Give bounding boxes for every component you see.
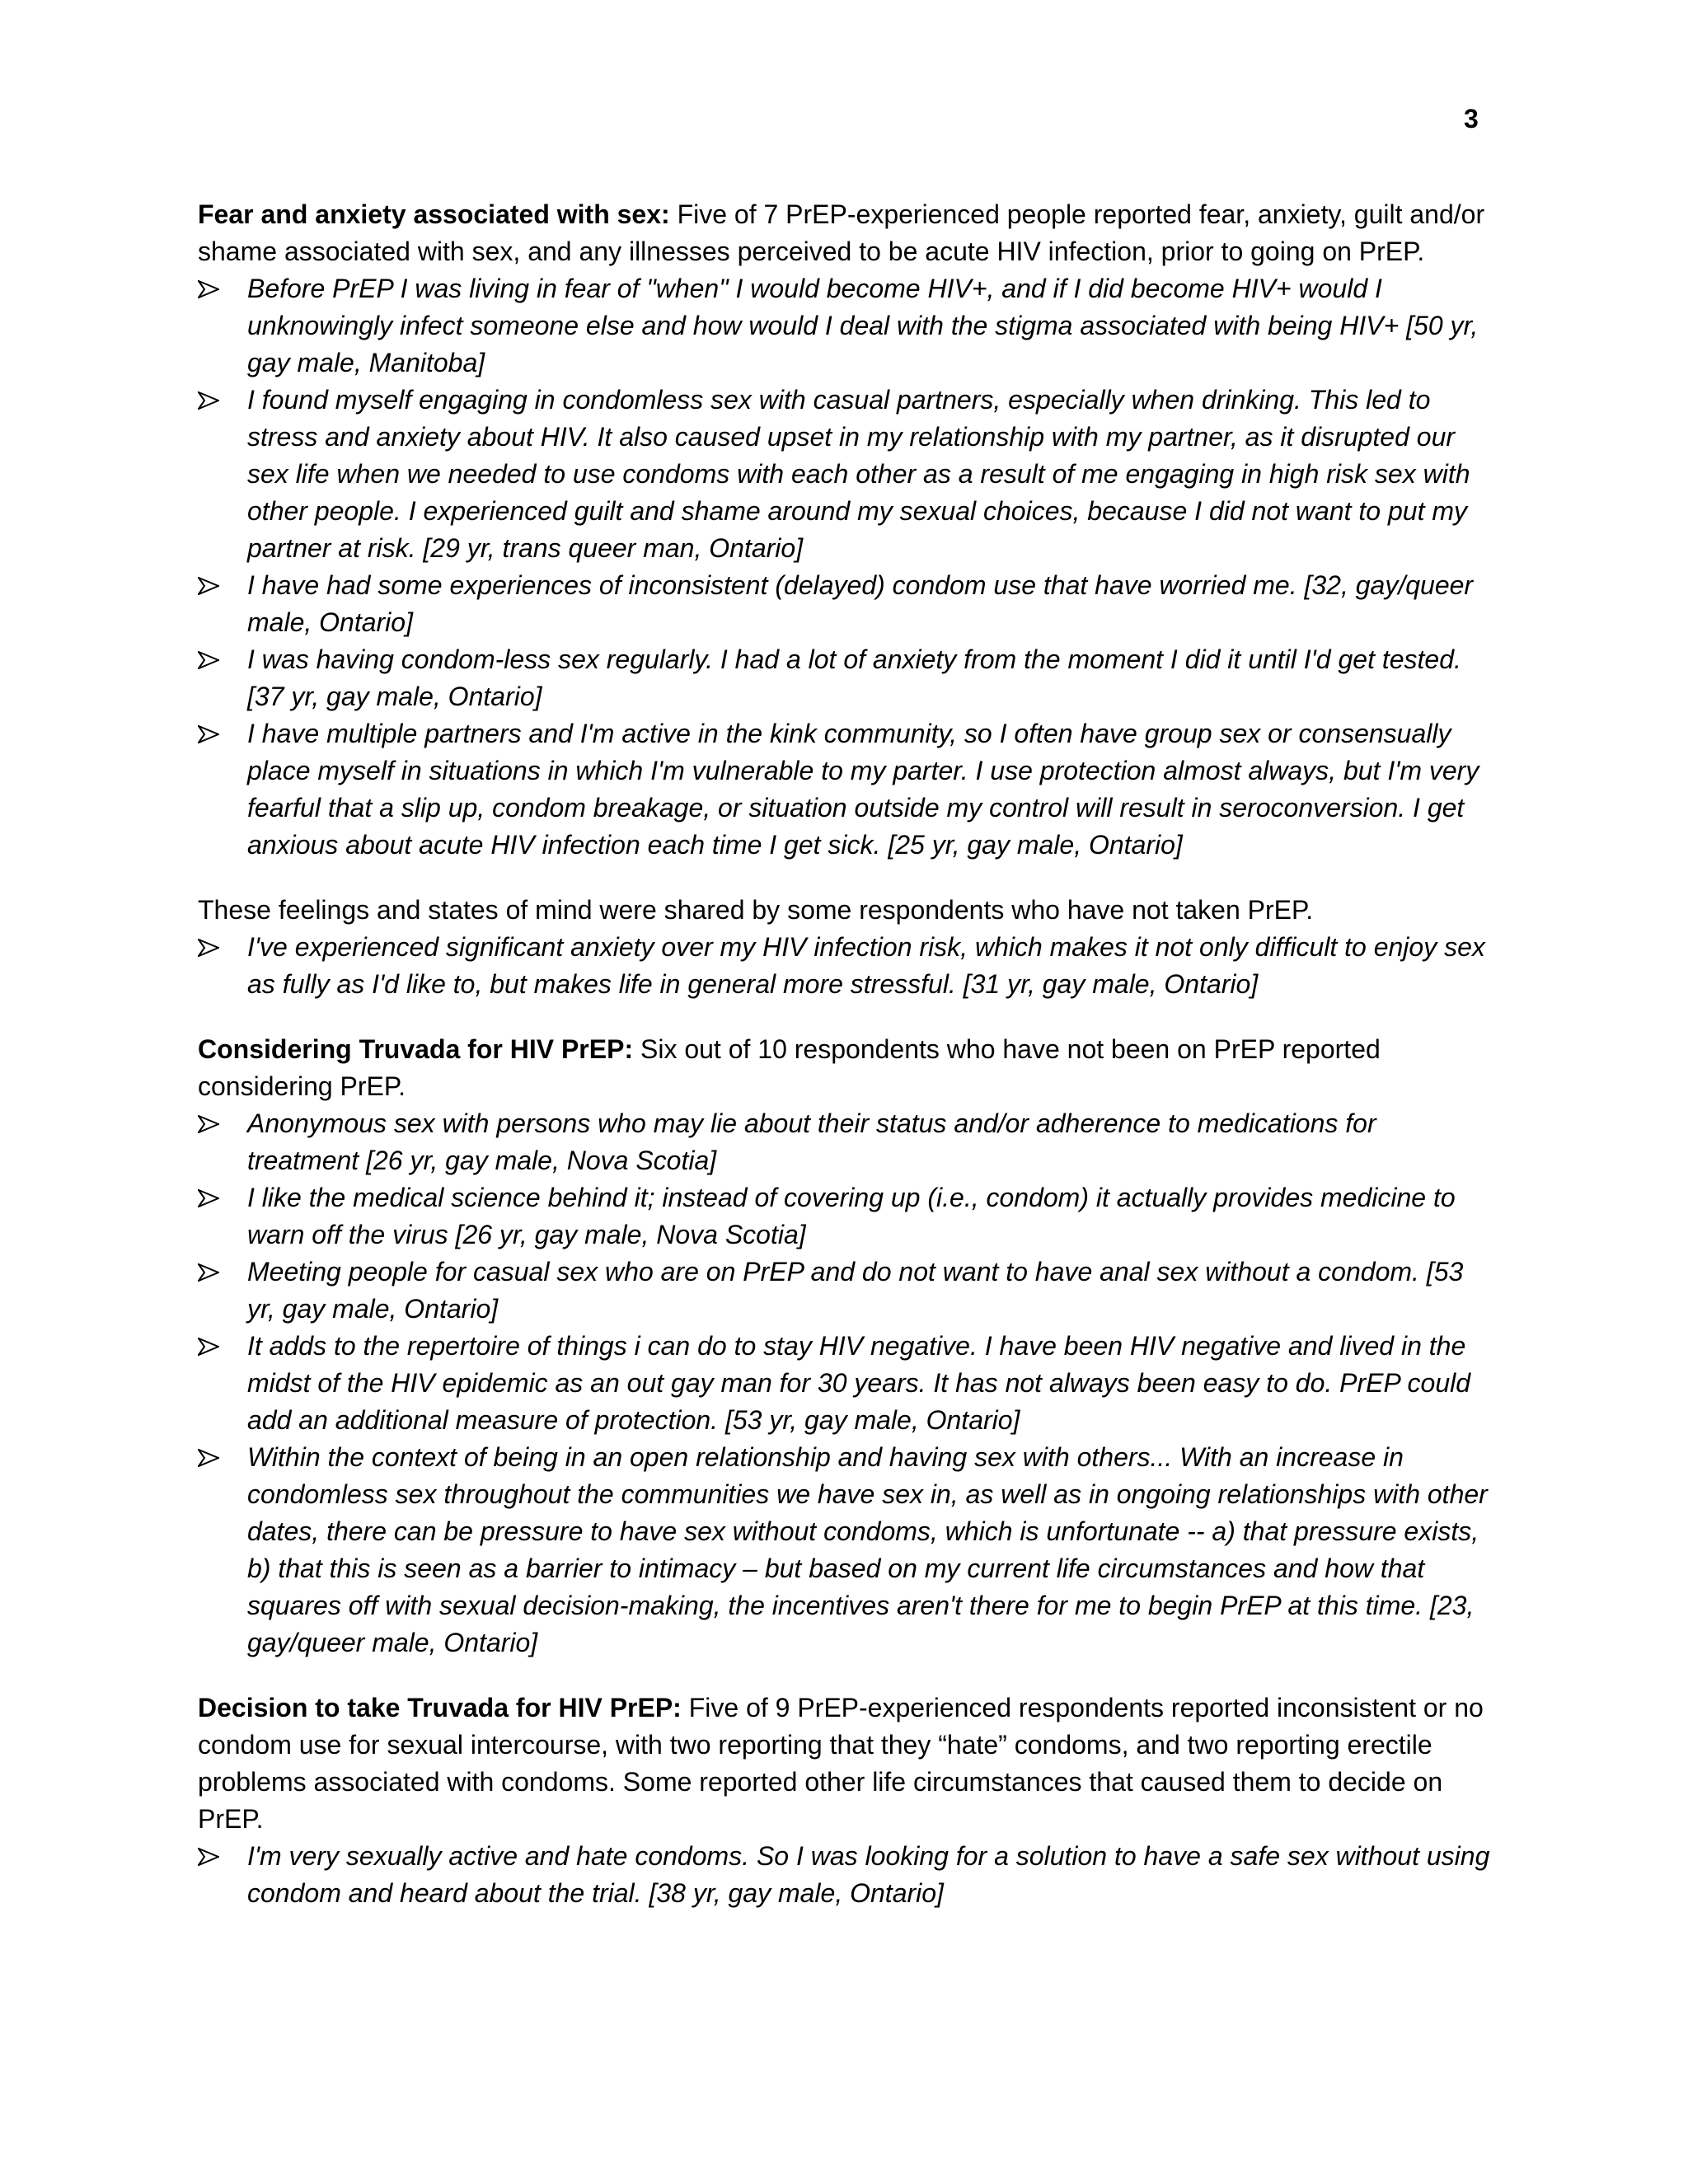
quote-item (198, 715, 1493, 864)
quote-item (198, 1439, 1493, 1661)
section-heading: Fear and anxiety associated with sex: (198, 199, 670, 229)
section-heading: Considering Truvada for HIV PrEP: (198, 1034, 634, 1064)
section-considering-truvada (198, 1031, 1493, 1661)
arrow-bullet-icon (198, 641, 231, 669)
section-fear-anxiety (198, 196, 1493, 864)
section-intro-text: Six out of 10 respondents who have not been on PrEP reported considering PrEP. (198, 1034, 1381, 1101)
quote-text: Anonymous sex with persons who may lie about their status and/or adherence to medications for treatment [26 yr, gay male, Nova Scotia] (247, 1108, 1376, 1175)
quote-list (198, 270, 1493, 864)
quote-text: I was having condom-less sex regularly. I had a lot of anxiety from the moment I did it until I'd get tested. [37 yr, gay male, Ontario] (247, 644, 1461, 711)
arrow-bullet-icon (198, 567, 231, 595)
quote-text: Before PrEP I was living in fear of "when" I would become HIV+, and if I did become HIV+ would I unknowingly infect someone else and how would I deal with the stigma associated with being HIV+ [50 yr, gay male, Manitoba] (247, 274, 1479, 377)
section-intro-text: These feelings and states of mind were shared by some respondents who have not taken PrEP. (198, 895, 1314, 925)
arrow-bullet-icon (198, 929, 231, 957)
quote-text: I've experienced significant anxiety over my HIV infection risk, which makes it not only difficult to enjoy sex as fully as I'd like to, but makes life in general more stressful. [31 yr, gay male, Ontario] (247, 932, 1485, 999)
quote-list (198, 929, 1493, 1003)
arrow-bullet-icon (198, 1328, 231, 1356)
section-intro (198, 892, 1493, 929)
section-heading: Decision to take Truvada for HIV PrEP: (198, 1693, 682, 1722)
quote-text: Within the context of being in an open relationship and having sex with others... With an increase in condomless sex throughout the communities we have sex in, as well as in ongoing relationships with other dates, there can be pressure to have sex without condoms, which is unfortunate -- a) that pressure exists, b) that this is seen as a barrier to intimacy – but based on my current life circumstances and how that squares off with sexual decision-making, the incentives aren't there for me to begin PrEP at this time. [23, gay/queer male, Ontario] (247, 1442, 1488, 1657)
quote-item (198, 1179, 1493, 1254)
section-intro-text: Five of 9 PrEP-experienced respondents reported inconsistent or no condom use for sexual intercourse, with two reporting that they “hate” condoms, and two reporting erectile problems associated with condoms. Some reported other life circumstances that caused them to decide on PrEP. (198, 1693, 1484, 1834)
section-intro (198, 1031, 1493, 1105)
quote-item (198, 1838, 1493, 1912)
page-number: 3 (1464, 104, 1479, 134)
quote-text: It adds to the repertoire of things i can do to stay HIV negative. I have been HIV negative and lived in the midst of the HIV epidemic as an out gay man for 30 years. It has not always been easy to do. PrEP could add an additional measure of protection. [53 yr, gay male, Ontario] (247, 1331, 1471, 1435)
quote-text: I'm very sexually active and hate condoms. So I was looking for a solution to have a safe sex without using condom and heard about the trial. [38 yr, gay male, Ontario] (247, 1841, 1490, 1908)
arrow-bullet-icon (198, 1179, 231, 1207)
quote-item (198, 382, 1493, 567)
arrow-bullet-icon (198, 715, 231, 743)
quote-item (198, 567, 1493, 641)
quote-item (198, 1254, 1493, 1328)
section-intro-text: Five of 7 PrEP-experienced people reported fear, anxiety, guilt and/or shame associated with sex, and any illnesses perceived to be acute HIV infection, prior to going on PrEP. (198, 199, 1485, 266)
quote-item (198, 1328, 1493, 1439)
arrow-bullet-icon (198, 382, 231, 410)
section-shared-feelings (198, 892, 1493, 1003)
arrow-bullet-icon (198, 1838, 231, 1866)
quote-list (198, 1105, 1493, 1661)
quote-text: I like the medical science behind it; instead of covering up (i.e., condom) it actually provides medicine to warn off the virus [26 yr, gay male, Nova Scotia] (247, 1183, 1456, 1249)
document-body (198, 196, 1493, 1940)
quote-text: I have had some experiences of inconsistent (delayed) condom use that have worried me. [32, gay/queer male, Ontario] (247, 570, 1474, 637)
quote-text: Meeting people for casual sex who are on PrEP and do not want to have anal sex without a condom. [53 yr, gay male, Ontario] (247, 1257, 1464, 1324)
arrow-bullet-icon (198, 270, 231, 298)
arrow-bullet-icon (198, 1105, 231, 1133)
section-intro (198, 1690, 1493, 1838)
quote-list (198, 1838, 1493, 1912)
section-decision-truvada (198, 1690, 1493, 1912)
quote-item (198, 929, 1493, 1003)
arrow-bullet-icon (198, 1254, 231, 1282)
quote-text: I found myself engaging in condomless sex with casual partners, especially when drinking. This led to stress and anxiety about HIV. It also caused upset in my relationship with my partner, as it disrupted our sex life when we needed to use condoms with each other as a result of me engaging in high risk sex with other people. I experienced guilt and shame around my sexual choices, because I did not want to put my partner at risk. [29 yr, trans queer man, Ontario] (247, 385, 1470, 563)
quote-item (198, 1105, 1493, 1179)
quote-item (198, 270, 1493, 382)
quote-text: I have multiple partners and I'm active in the kink community, so I often have group sex or consensually place myself in situations in which I'm vulnerable to my parter. I use protection almost always, but I'm very fearful that a slip up, condom breakage, or situation outside my control will result in seroconversion. I get anxious about acute HIV infection each time I get sick. [25 yr, gay male, Ontario] (247, 719, 1479, 860)
section-intro (198, 196, 1493, 270)
arrow-bullet-icon (198, 1439, 231, 1467)
quote-item (198, 641, 1493, 715)
